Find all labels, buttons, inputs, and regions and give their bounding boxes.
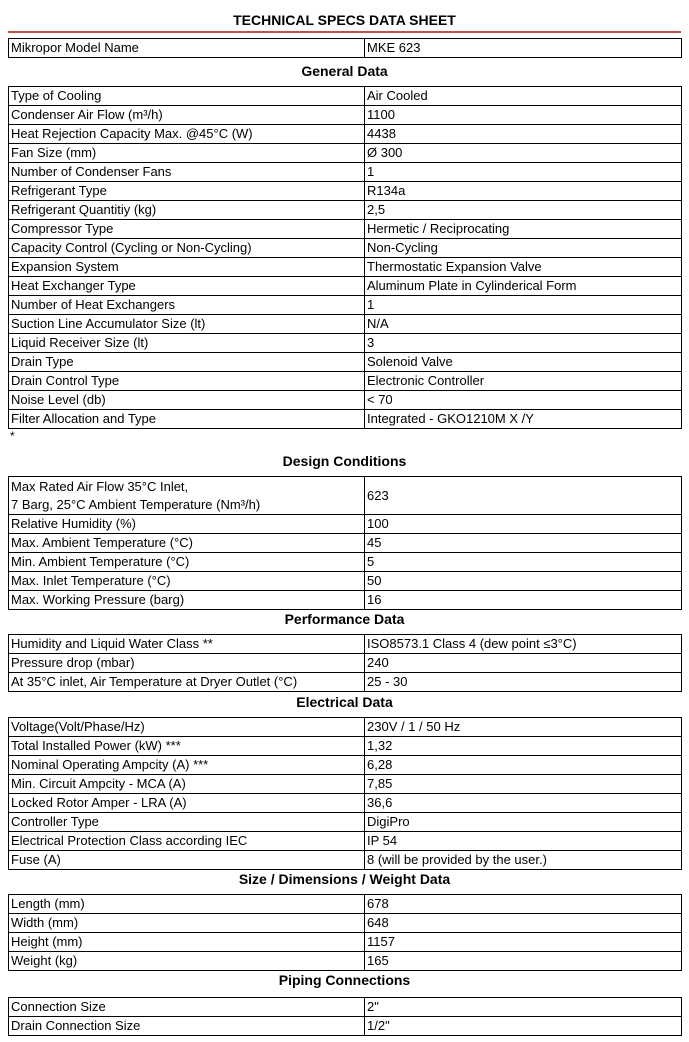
piping-connections-table bbox=[8, 997, 682, 1036]
row-value: Ø 300 bbox=[365, 144, 682, 163]
row-label-line: Max Rated Air Flow 35°C Inlet, bbox=[11, 478, 189, 494]
row-label: Fan Size (mm) bbox=[9, 144, 365, 163]
row-label: Expansion System bbox=[9, 258, 365, 277]
row-label: Heat Rejection Capacity Max. @45°C (W) bbox=[9, 125, 365, 144]
row-label: Condenser Air Flow (m³/h) bbox=[9, 106, 365, 125]
table-row bbox=[9, 220, 682, 239]
row-value: 1157 bbox=[365, 933, 682, 952]
row-label: Weight (kg) bbox=[9, 952, 365, 971]
table-row bbox=[9, 832, 682, 851]
row-value: Air Cooled bbox=[365, 87, 682, 106]
row-value: 6,28 bbox=[365, 756, 682, 775]
table-row bbox=[9, 334, 682, 353]
row-value: 1/2" bbox=[365, 1017, 682, 1036]
title-underline bbox=[8, 31, 681, 33]
model-label: Mikropor Model Name bbox=[9, 39, 365, 58]
table-row bbox=[9, 144, 682, 163]
table-row bbox=[9, 315, 682, 334]
table-row bbox=[9, 201, 682, 220]
row-label: Width (mm) bbox=[9, 914, 365, 933]
row-value: 623 bbox=[365, 477, 682, 515]
row-label: Max. Inlet Temperature (°C) bbox=[9, 572, 365, 591]
row-value: 1100 bbox=[365, 106, 682, 125]
section-title-electrical: Electrical Data bbox=[296, 694, 393, 710]
footnote-marker: * bbox=[10, 429, 15, 443]
row-value: Solenoid Valve bbox=[365, 353, 682, 372]
row-value: ISO8573.1 Class 4 (dew point ≤3°C) bbox=[365, 635, 682, 654]
row-value: 4438 bbox=[365, 125, 682, 144]
sheet-title: TECHNICAL SPECS DATA SHEET bbox=[233, 12, 456, 28]
row-label: Type of Cooling bbox=[9, 87, 365, 106]
table-row bbox=[9, 1017, 682, 1036]
table-row bbox=[9, 553, 682, 572]
table-row bbox=[9, 635, 682, 654]
row-label: Drain Type bbox=[9, 353, 365, 372]
row-value: 100 bbox=[365, 515, 682, 534]
row-label: Connection Size bbox=[9, 998, 365, 1017]
table-row bbox=[9, 296, 682, 315]
general-data-table bbox=[8, 86, 682, 429]
row-label: Length (mm) bbox=[9, 895, 365, 914]
row-label: Nominal Operating Ampcity (A) *** bbox=[9, 756, 365, 775]
dimensions-data-table bbox=[8, 894, 682, 971]
row-label: Electrical Protection Class according IEC bbox=[9, 832, 365, 851]
table-row bbox=[9, 87, 682, 106]
row-label: Number of Heat Exchangers bbox=[9, 296, 365, 315]
table-row bbox=[9, 933, 682, 952]
row-label: Humidity and Liquid Water Class ** bbox=[9, 635, 365, 654]
row-label: Locked Rotor Amper - LRA (A) bbox=[9, 794, 365, 813]
row-value: 1 bbox=[365, 296, 682, 315]
row-value: 230V / 1 / 50 Hz bbox=[365, 718, 682, 737]
row-label: Filter Allocation and Type bbox=[9, 410, 365, 429]
electrical-data-table bbox=[8, 717, 682, 870]
row-value: Non-Cycling bbox=[365, 239, 682, 258]
row-value: 8 (will be provided by the user.) bbox=[365, 851, 682, 870]
row-label: Min. Circuit Ampcity - MCA (A) bbox=[9, 775, 365, 794]
row-value: DigiPro bbox=[365, 813, 682, 832]
row-label: Total Installed Power (kW) *** bbox=[9, 737, 365, 756]
row-label: Refrigerant Type bbox=[9, 182, 365, 201]
table-row bbox=[9, 515, 682, 534]
row-value: Hermetic / Reciprocating bbox=[365, 220, 682, 239]
table-row bbox=[9, 914, 682, 933]
row-label: Compressor Type bbox=[9, 220, 365, 239]
row-value: 165 bbox=[365, 952, 682, 971]
table-row bbox=[9, 851, 682, 870]
row-value: 50 bbox=[365, 572, 682, 591]
table-row bbox=[9, 277, 682, 296]
section-title-general: General Data bbox=[301, 63, 388, 79]
table-row bbox=[9, 534, 682, 553]
row-value: 45 bbox=[365, 534, 682, 553]
row-label: Drain Connection Size bbox=[9, 1017, 365, 1036]
model-table bbox=[8, 38, 682, 58]
table-row bbox=[9, 775, 682, 794]
table-row bbox=[9, 410, 682, 429]
table-row bbox=[9, 813, 682, 832]
row-value: 2" bbox=[365, 998, 682, 1017]
table-row bbox=[9, 182, 682, 201]
table-row bbox=[9, 391, 682, 410]
row-value: 678 bbox=[365, 895, 682, 914]
table-row bbox=[9, 756, 682, 775]
design-conditions-table bbox=[8, 476, 682, 610]
table-row bbox=[9, 239, 682, 258]
row-value: 5 bbox=[365, 553, 682, 572]
table-row bbox=[9, 998, 682, 1017]
row-label: Pressure drop (mbar) bbox=[9, 654, 365, 673]
row-value: 2,5 bbox=[365, 201, 682, 220]
row-value: 1,32 bbox=[365, 737, 682, 756]
table-row bbox=[9, 718, 682, 737]
table-row bbox=[9, 372, 682, 391]
table-row bbox=[9, 477, 682, 515]
table-row bbox=[9, 895, 682, 914]
row-label: Suction Line Accumulator Size (lt) bbox=[9, 315, 365, 334]
row-label bbox=[9, 477, 365, 515]
row-value: 16 bbox=[365, 591, 682, 610]
row-value: 240 bbox=[365, 654, 682, 673]
row-value: 25 - 30 bbox=[365, 673, 682, 692]
table-row bbox=[9, 737, 682, 756]
row-label: Max. Working Pressure (barg) bbox=[9, 591, 365, 610]
row-label: Capacity Control (Cycling or Non-Cycling) bbox=[9, 239, 365, 258]
row-label: Drain Control Type bbox=[9, 372, 365, 391]
table-row bbox=[9, 125, 682, 144]
row-value: 648 bbox=[365, 914, 682, 933]
model-value: MKE 623 bbox=[365, 39, 682, 58]
row-value: 7,85 bbox=[365, 775, 682, 794]
section-title-design: Design Conditions bbox=[282, 453, 407, 469]
section-title-piping: Piping Connections bbox=[278, 972, 411, 988]
row-label: Max. Ambient Temperature (°C) bbox=[9, 534, 365, 553]
row-value: N/A bbox=[365, 315, 682, 334]
table-row bbox=[9, 106, 682, 125]
row-label-line: 7 Barg, 25°C Ambient Temperature (Nm³/h) bbox=[11, 496, 261, 512]
section-title-performance: Performance Data bbox=[284, 611, 405, 627]
table-row bbox=[9, 673, 682, 692]
table-row bbox=[9, 591, 682, 610]
row-value: Thermostatic Expansion Valve bbox=[365, 258, 682, 277]
row-value: 1 bbox=[365, 163, 682, 182]
row-label: Min. Ambient Temperature (°C) bbox=[9, 553, 365, 572]
row-label: Liquid Receiver Size (lt) bbox=[9, 334, 365, 353]
table-row bbox=[9, 572, 682, 591]
row-value: Integrated - GKO1210M X /Y bbox=[365, 410, 682, 429]
row-label: Relative Humidity (%) bbox=[9, 515, 365, 534]
row-value: Aluminum Plate in Cylinderical Form bbox=[365, 277, 682, 296]
table-row bbox=[9, 353, 682, 372]
row-label: Height (mm) bbox=[9, 933, 365, 952]
row-label: Heat Exchanger Type bbox=[9, 277, 365, 296]
row-label: Number of Condenser Fans bbox=[9, 163, 365, 182]
row-label: Fuse (A) bbox=[9, 851, 365, 870]
table-row bbox=[9, 258, 682, 277]
table-row bbox=[9, 163, 682, 182]
table-row bbox=[9, 39, 682, 58]
performance-data-table bbox=[8, 634, 682, 692]
row-label: Voltage(Volt/Phase/Hz) bbox=[9, 718, 365, 737]
row-value: R134a bbox=[365, 182, 682, 201]
row-label: At 35°C inlet, Air Temperature at Dryer Outlet (°C) bbox=[9, 673, 365, 692]
row-label: Noise Level (db) bbox=[9, 391, 365, 410]
table-row bbox=[9, 952, 682, 971]
section-title-dimensions: Size / Dimensions / Weight Data bbox=[238, 871, 451, 887]
row-value: IP 54 bbox=[365, 832, 682, 851]
row-label: Refrigerant Quantitiy (kg) bbox=[9, 201, 365, 220]
row-value: < 70 bbox=[365, 391, 682, 410]
row-value: Electronic Controller bbox=[365, 372, 682, 391]
table-row bbox=[9, 654, 682, 673]
row-label: Controller Type bbox=[9, 813, 365, 832]
row-value: 3 bbox=[365, 334, 682, 353]
table-row bbox=[9, 794, 682, 813]
row-value: 36,6 bbox=[365, 794, 682, 813]
